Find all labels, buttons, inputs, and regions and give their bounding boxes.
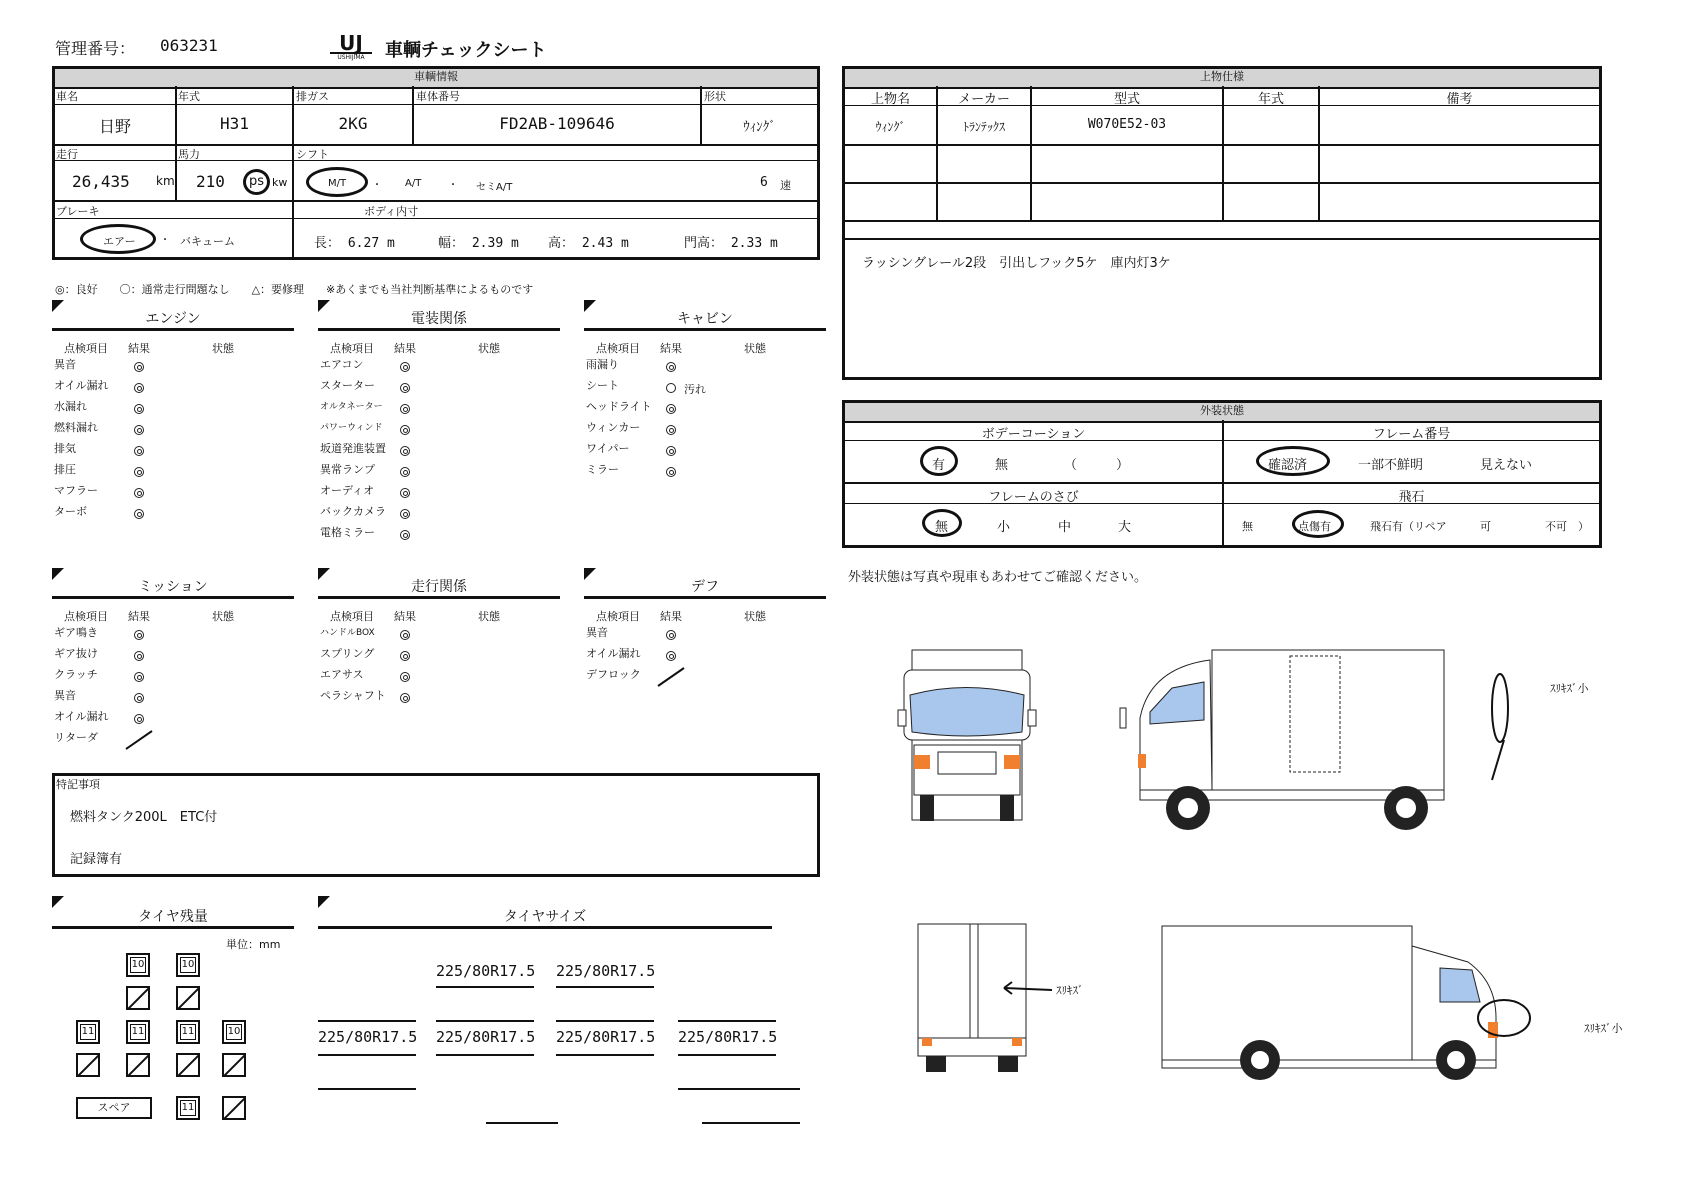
tire-spare: 11: [176, 1096, 200, 1120]
cabin-title: キャビン: [677, 311, 733, 327]
upper-maker: ﾄﾗﾝﾃｯｸｽ: [962, 120, 1005, 134]
electric-item: 電格ミラー: [320, 526, 375, 539]
vehicle-gas: 2KG: [338, 114, 368, 133]
tire-size-rear-1: 225/80R17.5: [318, 1028, 418, 1046]
drive-col-item: 点検項目: [330, 610, 374, 623]
h-frame-number: フレーム番号: [1372, 427, 1451, 442]
drive-item: エアサス: [320, 668, 364, 681]
engine-col-result: 結果: [128, 342, 150, 355]
engine-item: マフラー: [54, 484, 98, 497]
h-upper-note: 備考: [1446, 92, 1473, 107]
brake-air: エアー: [103, 235, 136, 248]
result-excellent-mark: [400, 530, 410, 540]
cabin-item: 雨漏り: [586, 358, 619, 371]
result-excellent-mark: [134, 714, 144, 724]
chip-dot: 点傷有: [1298, 520, 1331, 533]
mgmt-number: 063231: [160, 36, 218, 55]
diff-item: デフロック: [586, 668, 641, 681]
result-excellent-mark: [400, 651, 410, 661]
coat-no: 無: [995, 458, 1009, 473]
h-upper-model: 型式: [1113, 92, 1140, 107]
drive-item: ペラシャフト: [320, 689, 386, 702]
coat-paren: （ ）: [1064, 458, 1130, 473]
diff-col-item: 点検項目: [596, 610, 640, 623]
mission-item: 異音: [54, 689, 76, 702]
h-upper-year: 年式: [1257, 92, 1284, 107]
h-inner: ボディ内寸: [364, 205, 419, 218]
tire-rear-empty-2: [126, 1053, 150, 1077]
mission-item: オイル漏れ: [54, 710, 109, 723]
upper-spec-title: 上物仕様: [845, 69, 1599, 89]
rust-none: 無: [935, 520, 949, 535]
result-excellent-mark: [400, 509, 410, 519]
engine-item: オイル漏れ: [54, 379, 109, 392]
vehicle-year: H31: [220, 114, 249, 133]
h-shift: シフト: [296, 148, 329, 161]
mission-item: ギア抜け: [54, 647, 98, 660]
brake-vacuum: バキューム: [180, 235, 235, 248]
h-body-coating: ボデーコーション: [981, 427, 1086, 442]
drive-col-state: 状態: [478, 610, 500, 623]
result-excellent-mark: [134, 693, 144, 703]
tire-front-right-inner-empty: [176, 986, 200, 1010]
diff-title: デフ: [691, 579, 719, 595]
frame-none: 見えない: [1480, 458, 1533, 473]
drive-item: スプリング: [320, 647, 375, 660]
door-height: 門高： 2.33 m: [684, 236, 778, 251]
electric-item: オーディオ: [320, 484, 375, 497]
electric-item: スターター: [320, 379, 375, 392]
result-excellent-mark: [134, 446, 144, 456]
vehicle-shape: ｳｨﾝｸﾞ: [743, 120, 776, 135]
shift-semi: セミA/T: [476, 182, 513, 193]
result-excellent-mark: [666, 425, 676, 435]
rust-medium: 中: [1058, 520, 1072, 535]
chip-has: 飛石有（リペア: [1370, 520, 1447, 533]
engine-item: 異音: [54, 358, 76, 371]
truck-right-side-view: [1150, 922, 1544, 1082]
damage-arrow-rear: [1000, 976, 1056, 1000]
tire-unit: 単位：mm: [226, 938, 281, 951]
h-chip: 飛石: [1398, 490, 1425, 505]
company-logo: UJ USHIJIMA: [330, 34, 372, 62]
cabin-col-result: 結果: [660, 342, 682, 355]
result-excellent-mark: [400, 383, 410, 393]
hp-value: 210: [196, 172, 225, 191]
diff-col-state: 状態: [744, 610, 766, 623]
tire-rear-4: 10: [222, 1020, 246, 1044]
inner-height: 高： 2.43 m: [548, 236, 629, 251]
result-excellent-mark: [666, 630, 676, 640]
tire-rear-3: 11: [176, 1020, 200, 1044]
h-mileage: 走行: [56, 148, 78, 161]
tire-size-rear-4: 225/80R17.5: [678, 1028, 778, 1046]
result-excellent-mark: [134, 672, 144, 682]
mgmt-label: 管理番号：: [55, 39, 136, 58]
result-excellent-mark: [666, 404, 676, 414]
tire-rear-empty-4: [222, 1053, 246, 1077]
shift-mt: M/T: [328, 178, 347, 189]
mission-col-state: 状態: [212, 610, 234, 623]
result-excellent-mark: [666, 446, 676, 456]
engine-item: ターボ: [54, 505, 87, 518]
engine-title: エンジン: [145, 311, 201, 327]
cabin-item-state: 汚れ: [684, 383, 706, 396]
tire-front-left: 10: [126, 953, 150, 977]
tire-rear-2: 11: [126, 1020, 150, 1044]
result-excellent-mark: [666, 651, 676, 661]
result-excellent-mark: [400, 446, 410, 456]
engine-item: 水漏れ: [54, 400, 87, 413]
shift-at: A/T: [405, 178, 422, 189]
result-excellent-mark: [134, 404, 144, 414]
tire-rear-empty-3: [176, 1053, 200, 1077]
result-excellent-mark: [400, 362, 410, 372]
h-year: 年式: [178, 90, 200, 103]
engine-col-item: 点検項目: [64, 342, 108, 355]
result-excellent-mark: [134, 425, 144, 435]
tire-rear-empty-1: [76, 1053, 100, 1077]
chip-repair-ok: 可: [1480, 520, 1491, 533]
mission-title: ミッション: [138, 579, 208, 595]
result-excellent-mark: [134, 488, 144, 498]
upper-model: W070E52-03: [1087, 117, 1167, 132]
special-notes-title: 特記事項: [56, 778, 100, 791]
tire-front-left-inner-empty: [126, 986, 150, 1010]
drive-item: ハンドルBOX: [320, 628, 375, 638]
chip-repair-ng: 不可 ）: [1545, 520, 1589, 533]
chip-none: 無: [1242, 520, 1253, 533]
h-shape: 形状: [704, 90, 726, 103]
mission-item: クラッチ: [54, 668, 98, 681]
drive-title: 走行関係: [411, 579, 467, 595]
coat-yes: 有: [932, 458, 946, 473]
result-excellent-mark: [666, 362, 676, 372]
inner-width: 幅： 2.39 m: [438, 236, 519, 251]
mission-col-item: 点検項目: [64, 610, 108, 623]
special-notes-box: [52, 773, 820, 877]
result-excellent-mark: [400, 693, 410, 703]
exterior-note: 外装状態は写真や現車もあわせてご確認ください。: [848, 570, 1148, 585]
upper-remarks: ラッシングレール2段 引出しフック5ケ 庫内灯3ケ: [862, 256, 1171, 271]
tire-size-rear-3: 225/80R17.5: [556, 1028, 656, 1046]
electric-item: エアコン: [320, 358, 364, 371]
gear-unit: 速: [780, 179, 791, 192]
electric-item: パワーウィンド: [320, 423, 383, 433]
truck-front-view: [890, 640, 1066, 830]
result-excellent-mark: [134, 467, 144, 477]
electric-item: 異常ランプ: [320, 463, 375, 476]
h-brake: ブレーキ: [56, 205, 100, 218]
result-na-slash: [124, 729, 154, 751]
h-upper-maker: メーカー: [958, 92, 1010, 107]
special-line-1: 燃料タンク200L ETC付: [70, 810, 218, 825]
cabin-col-item: 点検項目: [596, 342, 640, 355]
tire-spare-empty: [222, 1096, 246, 1120]
truck-left-side-view: [1110, 648, 1446, 838]
tire-rear-1: 11: [76, 1020, 100, 1044]
inner-length: 長： 6.27 m: [314, 236, 395, 251]
tire-size-front-left: 225/80R17.5: [436, 962, 536, 980]
h-frame-rust: フレームのさび: [988, 490, 1079, 505]
cabin-item: ヘッドライト: [586, 400, 652, 413]
cabin-col-state: 状態: [744, 342, 766, 355]
spare-label: スペア: [76, 1097, 152, 1119]
hp-unit-ps: ps: [249, 174, 265, 189]
engine-item: 排気: [54, 442, 76, 455]
hp-unit-kw: kw: [272, 176, 288, 189]
result-excellent-mark: [400, 630, 410, 640]
electric-col-result: 結果: [394, 342, 416, 355]
engine-item: 排圧: [54, 463, 76, 476]
tire-size-title: タイヤサイズ: [503, 909, 587, 925]
tire-size-front-right: 225/80R17.5: [556, 962, 656, 980]
electric-item: バックカメラ: [320, 505, 386, 518]
mission-item: ギア鳴き: [54, 626, 98, 639]
engine-col-state: 状態: [212, 342, 234, 355]
special-line-2: 記録簿有: [70, 852, 123, 867]
result-excellent-mark: [400, 672, 410, 682]
electric-item: オルタネーター: [320, 402, 383, 412]
damage-label-side-bottom: ｽﾘｷｽﾞ小: [1584, 1022, 1623, 1035]
h-name: 車名: [56, 90, 78, 103]
mileage-value: 26,435: [72, 172, 130, 191]
result-excellent-mark: [400, 467, 410, 477]
h-hp: 馬力: [178, 148, 200, 161]
result-excellent-mark: [400, 488, 410, 498]
diff-item: オイル漏れ: [586, 647, 641, 660]
engine-item: 燃料漏れ: [54, 421, 98, 434]
result-excellent-mark: [666, 467, 676, 477]
cabin-item: ワイパー: [586, 442, 630, 455]
frame-ok: 確認済: [1268, 458, 1308, 473]
tire-size-rear-2: 225/80R17.5: [436, 1028, 536, 1046]
cabin-item: ウィンカー: [586, 421, 641, 434]
result-excellent-mark: [134, 509, 144, 519]
vehicle-info-title: 車輌情報: [55, 69, 817, 89]
result-excellent-mark: [400, 425, 410, 435]
gear-count: 6: [760, 175, 768, 190]
h-upper-type: 上物名: [870, 92, 910, 107]
electric-col-item: 点検項目: [330, 342, 374, 355]
vehicle-body-no: FD2AB-109646: [499, 114, 615, 133]
rust-small: 小: [997, 520, 1011, 535]
damage-ellipse-right: [1490, 670, 1510, 790]
rust-large: 大: [1118, 520, 1132, 535]
upper-type: ｳｨﾝｸﾞ: [875, 120, 906, 134]
frame-partial: 一部不鮮明: [1358, 458, 1424, 473]
electric-title: 電装関係: [411, 311, 467, 327]
h-gas: 排ガス: [296, 90, 329, 103]
result-legend: ◎：良好 〇：通常走行問題なし △：要修理 ※あくまでも当社判断基準によるものです: [55, 283, 534, 296]
exterior-title: 外装状態: [845, 403, 1599, 423]
cabin-item: ミラー: [586, 463, 619, 476]
tire-remain-title: タイヤ残量: [138, 909, 208, 925]
result-excellent-mark: [134, 630, 144, 640]
h-body-no: 車体番号: [416, 90, 460, 103]
damage-label-side-top: ｽﾘｷｽﾞ小: [1550, 682, 1589, 695]
damage-label-rear: ｽﾘｷｽﾞ: [1056, 984, 1084, 997]
vehicle-name: 日野: [98, 117, 131, 136]
result-na-slash: [656, 666, 686, 688]
diff-item: 異音: [586, 626, 608, 639]
diff-col-result: 結果: [660, 610, 682, 623]
cabin-item: シート: [586, 379, 619, 392]
drive-col-result: 結果: [394, 610, 416, 623]
mileage-unit: km: [156, 174, 175, 188]
result-excellent-mark: [134, 651, 144, 661]
mission-item: リターダ: [54, 731, 98, 744]
result-excellent-mark: [134, 362, 144, 372]
electric-item: 坂道発進装置: [320, 442, 386, 455]
page-title: 車輌チェックシート: [385, 40, 547, 61]
result-excellent-mark: [134, 383, 144, 393]
tire-front-right: 10: [176, 953, 200, 977]
mission-col-result: 結果: [128, 610, 150, 623]
result-excellent-mark: [400, 404, 410, 414]
electric-col-state: 状態: [478, 342, 500, 355]
result-ok-mark: [666, 383, 676, 393]
